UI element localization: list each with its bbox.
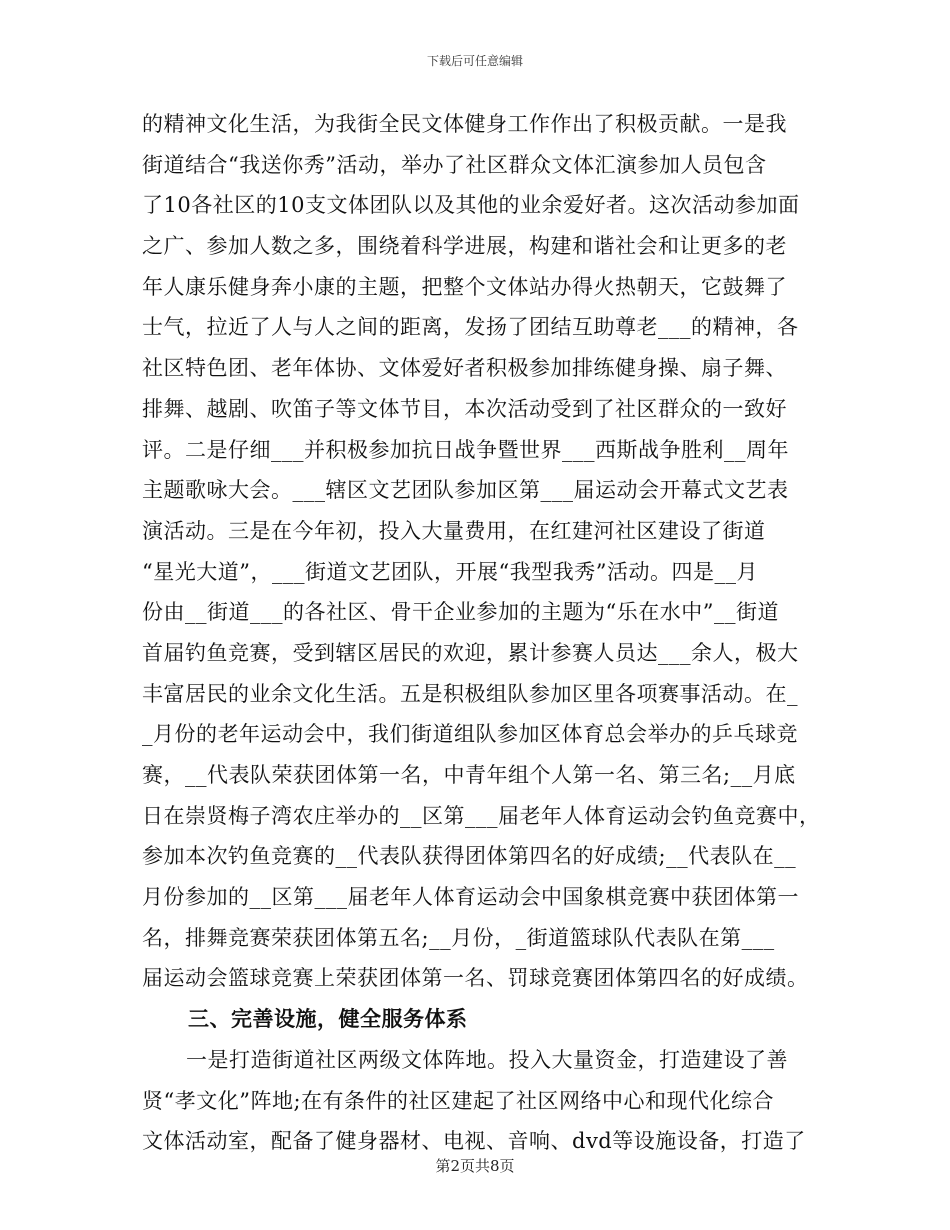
body-line: 之广、参加人数之多，围绕着科学进展，构建和谐社会和让更多的老 [142,234,787,259]
body-line: 份由__街道___的各社区、骨干企业参加的主题为“乐在水中”__街道 [142,600,779,625]
body-line: 丰富居民的业余文化生活。五是积极组队参加区里各项赛事活动。在_ [142,681,798,706]
section-heading: 三、完善设施，健全服务体系 [188,1006,468,1032]
body-line: 一是打造街道社区两级文体阵地。投入大量资金，打造建设了善 [186,1047,788,1072]
body-line: 首届钓鱼竞赛，受到辖区居民的欢迎，累计参赛人员达___余人，极大 [142,640,799,665]
page-header: 下载后可任意编辑 [426,54,523,68]
body-line: 届运动会篮球竞赛上荣获团体第一名、罚球竞赛团体第四名的好成绩。 [142,966,809,991]
body-line: 演活动。三是在今年初，投入大量费用，在红建河社区建设了街道 [142,518,766,543]
body-line: _月份的老年运动会中，我们街道组队参加区体育总会举办的乒乓球竞 [142,722,798,747]
body-line: 的精神文化生活，为我街全民文体健身工作作出了积极贡献。一是我 [142,112,787,136]
body-line: 了10各社区的10支文体团队以及其他的业余爱好者。这次活动参加面 [142,193,800,218]
body-line: 士气，拉近了人与人之间的距离，发扬了团结互助尊老___的精神，各 [142,315,799,340]
page-footer: 第2页共8页 [435,1157,515,1175]
body-line: 评。二是仔细___并积极参加抗日战争暨世界___西斯战争胜利__周年 [142,437,789,462]
body-line: 街道结合“我送你秀”活动，举办了社区群众文体汇演参加人员包含 [142,152,767,177]
body-line: “星光大道”，___街道文艺团队，开展“我型我秀”活动。四是__月 [142,559,758,584]
body-line: 名，排舞竞赛荣获团体第五名;__月份，_街道篮球队代表队在第___ [142,925,775,950]
body-line: 主题歌咏大会。___辖区文艺团队参加区第___届运动会开幕式文艺表 [142,478,789,503]
body-line: 贤“孝文化”阵地;在有条件的社区建起了社区网络中心和现代化综合 [142,1088,775,1113]
body-line: 排舞、越剧、吹笛子等文体节目，本次活动受到了社区群众的一致好 [142,396,787,421]
body-line: 社区特色团、老年体协、文体爱好者积极参加排练健身操、扇子舞、 [142,356,787,381]
document-body [142,104,821,1162]
body-line: 月份参加的__区第___届老年人体育运动会中国象棋竞赛中获团体第一 [142,885,799,910]
body-line: 年人康乐健身奔小康的主题，把整个文体站办得火热朝天，它鼓舞了 [142,274,787,299]
body-line: 参加本次钓鱼竞赛的__代表队获得团体第四名的好成绩;__代表队在__ [142,844,797,869]
body-line: 文体活动室，配备了健身器材、电视、音响、dvd等设施设备，打造了 [142,1129,806,1154]
body-line: 赛，__代表队荣获团体第一名，中青年组个人第一名、第三名;__月底 [142,763,796,787]
body-line: 日在崇贤梅子湾农庄举办的__区第___届老年人体育运动会钓鱼竞赛中， [142,803,821,828]
